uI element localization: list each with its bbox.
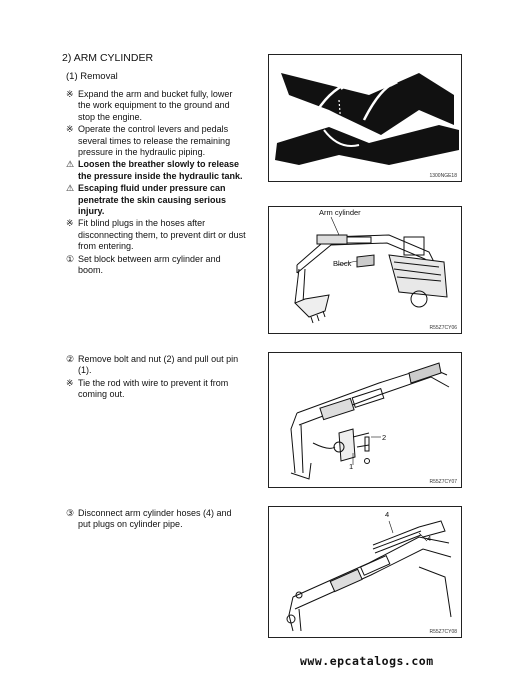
step-marker: ※ <box>66 124 74 135</box>
section-title: ARM CYLINDER <box>73 52 154 64</box>
step-marker: ① <box>66 253 75 264</box>
instruction-text: Disconnect arm cylinder hoses (4) and put plugs on cylinder pipe. <box>78 508 232 530</box>
instruction-text: Loosen the breather slowly to release the pressure inside the hydraulic tank. <box>78 159 243 181</box>
figure-code: R55Z7CY07 <box>429 479 457 485</box>
removal-steps-2 <box>66 354 246 402</box>
label-hose-4b: 4 <box>427 534 432 543</box>
instruction-text: Expand the arm and bucket fully, lower the work equipment to the ground and stop the engine. <box>78 89 233 122</box>
label-block: Block <box>333 259 352 268</box>
warning-icon: ⚠ <box>66 159 75 170</box>
removal-steps-3 <box>66 508 246 532</box>
instruction-text: Tie the rod with wire to prevent it from coming out. <box>78 377 229 400</box>
instruction-item <box>66 89 246 123</box>
figure-remove-pin <box>268 352 462 488</box>
warning-icon: ⚠ <box>66 183 75 194</box>
cylinder-hoses-illustration <box>269 507 461 637</box>
step-marker: ② <box>66 354 75 364</box>
instruction-item <box>66 183 246 217</box>
figure-disconnect-hoses <box>268 506 462 638</box>
step-marker: ③ <box>66 508 75 518</box>
instruction-text: Fit blind plugs in the hoses after disconnecting them, to prevent dirt or dust from entering. <box>78 218 246 252</box>
excavator-boom-illustration <box>269 207 461 333</box>
subsection-title: (1) Removal <box>66 71 118 82</box>
step-marker: ※ <box>66 89 74 99</box>
instruction-item <box>66 159 246 182</box>
instruction-item <box>66 124 246 158</box>
figure-code: 1300NGE18 <box>429 173 457 179</box>
removal-steps-1 <box>66 89 246 278</box>
work-equipment-illustration <box>269 55 461 181</box>
instruction-text: Remove bolt and nut (2) and pull out pin (1). <box>78 354 239 376</box>
instruction-item <box>66 378 246 401</box>
footer-watermark-url[interactable]: www.epcatalogs.com <box>300 654 434 668</box>
instruction-item <box>66 218 246 252</box>
figure-code: R55Z7CY08 <box>429 629 457 635</box>
instruction-text: Escaping fluid under pressure can penetrate the skin causing serious injury. <box>78 183 227 217</box>
section-heading <box>62 52 153 64</box>
instruction-text: Set block between arm cylinder and boom. <box>78 253 221 276</box>
label-pin-1: 1 <box>349 462 354 471</box>
label-arm-cylinder: Arm cylinder <box>319 208 361 217</box>
label-bolt-nut-2: 2 <box>382 433 387 442</box>
section-number: 2) <box>62 52 72 64</box>
figure-block-between-cylinder-boom <box>268 206 462 334</box>
step-marker: ※ <box>66 218 74 229</box>
instruction-item <box>66 508 246 531</box>
instruction-item <box>66 254 246 277</box>
figure-code: R55Z7CY06 <box>429 325 457 331</box>
instruction-item <box>66 354 246 377</box>
step-marker: ※ <box>66 377 74 388</box>
figure-work-equipment-lowered <box>268 54 462 182</box>
label-hose-4a: 4 <box>385 510 390 519</box>
instruction-text: Operate the control levers and pedals several times to release the remaining pressure in the hydraulic piping. <box>78 124 231 158</box>
arm-pin-illustration <box>269 353 461 487</box>
